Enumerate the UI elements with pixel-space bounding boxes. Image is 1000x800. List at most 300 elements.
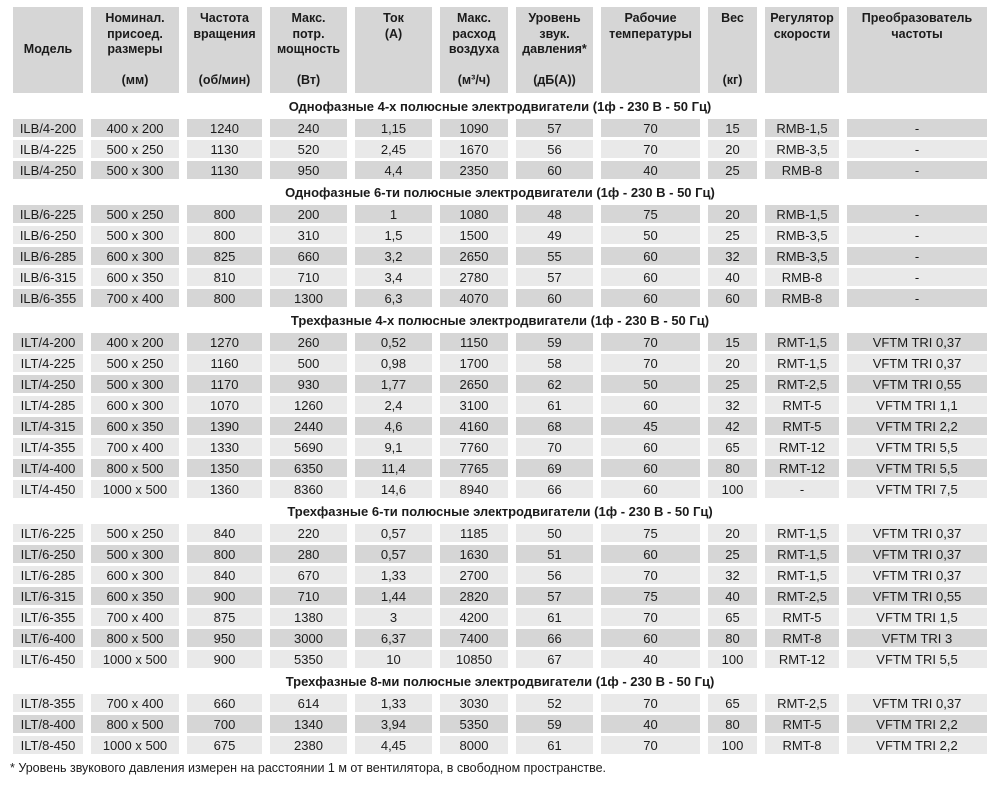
cell-max-power: 200 [270,205,347,223]
cell-weight: 100 [708,736,757,754]
col-header-model: Модель [13,7,83,93]
cell-sound-pressure: 62 [516,375,593,393]
cell-rpm: 675 [187,736,262,754]
cell-max-airflow: 1185 [440,524,508,542]
cell-current: 6,37 [355,629,432,647]
col-header-frequency-converter: Преобразователь частоты [847,7,987,93]
section-title: Трехфазные 4-х полюсные электродвигатели (1ф - 230 В - 50 Гц) [13,310,987,330]
cell-frequency-converter: - [847,268,987,286]
cell-rpm: 1130 [187,140,262,158]
cell-dimensions: 500 x 300 [91,226,179,244]
cell-weight: 100 [708,650,757,668]
cell-sound-pressure: 56 [516,140,593,158]
table-row [13,205,987,223]
cell-sound-pressure: 68 [516,417,593,435]
cell-operating-temperature: 70 [601,333,700,351]
cell-rpm: 1070 [187,396,262,414]
cell-operating-temperature: 70 [601,566,700,584]
cell-max-airflow: 2650 [440,247,508,265]
cell-frequency-converter: VFTM TRI 0,37 [847,545,987,563]
cell-weight: 25 [708,226,757,244]
col-header-operating-temperature: Рабочие температуры [601,7,700,93]
cell-sound-pressure: 70 [516,438,593,456]
cell-model: ILB/6-250 [13,226,83,244]
cell-frequency-converter: VFTM TRI 0,55 [847,375,987,393]
cell-speed-controller: RMT-5 [765,396,839,414]
cell-model: ILT/6-250 [13,545,83,563]
cell-rpm: 950 [187,629,262,647]
cell-operating-temperature: 75 [601,205,700,223]
cell-frequency-converter: VFTM TRI 1,1 [847,396,987,414]
cell-speed-controller: RMB-8 [765,161,839,179]
cell-rpm: 840 [187,566,262,584]
cell-sound-pressure: 48 [516,205,593,223]
cell-operating-temperature: 70 [601,694,700,712]
cell-current: 0,52 [355,333,432,351]
cell-max-power: 520 [270,140,347,158]
cell-max-power: 6350 [270,459,347,477]
cell-max-airflow: 3100 [440,396,508,414]
cell-rpm: 1240 [187,119,262,137]
cell-max-airflow: 1630 [440,545,508,563]
cell-rpm: 900 [187,587,262,605]
section-row [13,310,987,330]
cell-max-airflow: 1670 [440,140,508,158]
cell-current: 9,1 [355,438,432,456]
cell-sound-pressure: 59 [516,333,593,351]
cell-current: 3,4 [355,268,432,286]
cell-weight: 20 [708,205,757,223]
cell-rpm: 800 [187,545,262,563]
cell-frequency-converter: VFTM TRI 0,37 [847,354,987,372]
cell-max-power: 950 [270,161,347,179]
table-row [13,119,987,137]
cell-speed-controller: RMT-1,5 [765,566,839,584]
cell-max-airflow: 1150 [440,333,508,351]
cell-sound-pressure: 52 [516,694,593,712]
cell-speed-controller: RMB-3,5 [765,247,839,265]
cell-rpm: 800 [187,289,262,307]
cell-weight: 42 [708,417,757,435]
cell-current: 1,77 [355,375,432,393]
cell-frequency-converter: VFTM TRI 0,55 [847,587,987,605]
cell-model: ILT/8-450 [13,736,83,754]
cell-current: 0,57 [355,524,432,542]
cell-operating-temperature: 60 [601,247,700,265]
table-row [13,459,987,477]
cell-max-airflow: 7765 [440,459,508,477]
cell-frequency-converter: VFTM TRI 0,37 [847,694,987,712]
cell-current: 1,5 [355,226,432,244]
cell-max-power: 3000 [270,629,347,647]
cell-weight: 65 [708,438,757,456]
cell-speed-controller: RMT-12 [765,459,839,477]
cell-weight: 32 [708,396,757,414]
cell-operating-temperature: 60 [601,480,700,498]
cell-frequency-converter: - [847,247,987,265]
cell-rpm: 1360 [187,480,262,498]
table-row [13,736,987,754]
table-row [13,608,987,626]
cell-speed-controller: RMB-3,5 [765,226,839,244]
cell-model: ILT/4-225 [13,354,83,372]
cell-max-airflow: 2820 [440,587,508,605]
cell-max-airflow: 1500 [440,226,508,244]
table-row [13,587,987,605]
cell-frequency-converter: VFTM TRI 0,37 [847,524,987,542]
cell-current: 2,4 [355,396,432,414]
cell-sound-pressure: 57 [516,119,593,137]
table-row [13,354,987,372]
cell-max-airflow: 7760 [440,438,508,456]
cell-speed-controller: RMT-5 [765,417,839,435]
cell-max-power: 500 [270,354,347,372]
cell-current: 1,33 [355,694,432,712]
table-row [13,650,987,668]
cell-weight: 15 [708,119,757,137]
cell-operating-temperature: 75 [601,587,700,605]
cell-max-airflow: 4160 [440,417,508,435]
cell-operating-temperature: 60 [601,629,700,647]
cell-sound-pressure: 60 [516,289,593,307]
cell-weight: 40 [708,587,757,605]
cell-max-power: 1260 [270,396,347,414]
cell-model: ILB/4-225 [13,140,83,158]
table-row [13,375,987,393]
cell-max-power: 240 [270,119,347,137]
table-row [13,247,987,265]
cell-model: ILT/6-225 [13,524,83,542]
cell-dimensions: 700 x 400 [91,289,179,307]
cell-max-power: 5350 [270,650,347,668]
cell-weight: 80 [708,629,757,647]
cell-rpm: 1130 [187,161,262,179]
cell-sound-pressure: 58 [516,354,593,372]
cell-dimensions: 500 x 250 [91,524,179,542]
cell-speed-controller: RMT-8 [765,736,839,754]
cell-speed-controller: RMT-1,5 [765,333,839,351]
cell-model: ILT/4-200 [13,333,83,351]
cell-speed-controller: RMT-5 [765,715,839,733]
cell-weight: 65 [708,608,757,626]
cell-weight: 15 [708,333,757,351]
table-row [13,140,987,158]
cell-sound-pressure: 69 [516,459,593,477]
cell-rpm: 660 [187,694,262,712]
cell-operating-temperature: 40 [601,715,700,733]
cell-current: 11,4 [355,459,432,477]
cell-operating-temperature: 50 [601,375,700,393]
cell-weight: 80 [708,459,757,477]
cell-weight: 25 [708,545,757,563]
cell-weight: 25 [708,161,757,179]
cell-current: 14,6 [355,480,432,498]
cell-operating-temperature: 70 [601,354,700,372]
cell-current: 1 [355,205,432,223]
cell-max-power: 260 [270,333,347,351]
cell-dimensions: 600 x 350 [91,268,179,286]
cell-sound-pressure: 66 [516,480,593,498]
cell-sound-pressure: 59 [516,715,593,733]
table-row [13,629,987,647]
cell-dimensions: 1000 x 500 [91,650,179,668]
cell-dimensions: 500 x 300 [91,545,179,563]
cell-rpm: 700 [187,715,262,733]
cell-dimensions: 500 x 250 [91,354,179,372]
cell-speed-controller: RMT-1,5 [765,524,839,542]
cell-sound-pressure: 57 [516,587,593,605]
cell-sound-pressure: 61 [516,396,593,414]
cell-rpm: 800 [187,226,262,244]
cell-model: ILT/8-355 [13,694,83,712]
section-row [13,671,987,691]
cell-dimensions: 400 x 200 [91,333,179,351]
table-row [13,226,987,244]
cell-max-airflow: 10850 [440,650,508,668]
table-row [13,268,987,286]
cell-model: ILT/6-400 [13,629,83,647]
cell-frequency-converter: - [847,119,987,137]
cell-rpm: 875 [187,608,262,626]
cell-model: ILT/4-285 [13,396,83,414]
section-title: Однофазные 6-ти полюсные электродвигатели (1ф - 230 В - 50 Гц) [13,182,987,202]
table-row [13,333,987,351]
cell-model: ILT/6-450 [13,650,83,668]
cell-frequency-converter: - [847,140,987,158]
cell-current: 0,98 [355,354,432,372]
cell-speed-controller: RMB-1,5 [765,205,839,223]
cell-model: ILT/4-450 [13,480,83,498]
cell-max-airflow: 2350 [440,161,508,179]
section-row [13,501,987,521]
fan-spec-table [5,4,995,757]
cell-operating-temperature: 40 [601,161,700,179]
section-row [13,96,987,116]
cell-rpm: 840 [187,524,262,542]
cell-dimensions: 600 x 350 [91,417,179,435]
cell-dimensions: 500 x 300 [91,375,179,393]
cell-max-airflow: 8000 [440,736,508,754]
table-row [13,694,987,712]
cell-dimensions: 600 x 300 [91,566,179,584]
cell-dimensions: 600 x 300 [91,247,179,265]
cell-max-power: 2380 [270,736,347,754]
cell-model: ILB/4-200 [13,119,83,137]
cell-max-power: 660 [270,247,347,265]
cell-frequency-converter: VFTM TRI 1,5 [847,608,987,626]
cell-max-power: 670 [270,566,347,584]
cell-frequency-converter: - [847,205,987,223]
header-row [13,7,987,93]
cell-operating-temperature: 70 [601,608,700,626]
section-title: Трехфазные 8-ми полюсные электродвигатели (1ф - 230 В - 50 Гц) [13,671,987,691]
cell-speed-controller: RMT-12 [765,438,839,456]
col-header-sound-pressure: Уровень звук. давления* (дБ(А)) [516,7,593,93]
cell-current: 1,44 [355,587,432,605]
cell-current: 3,2 [355,247,432,265]
cell-sound-pressure: 67 [516,650,593,668]
table-row [13,417,987,435]
cell-max-airflow: 7400 [440,629,508,647]
cell-rpm: 1330 [187,438,262,456]
cell-operating-temperature: 50 [601,226,700,244]
col-header-rpm: Частота вращения (об/мин) [187,7,262,93]
cell-dimensions: 500 x 250 [91,140,179,158]
cell-operating-temperature: 60 [601,268,700,286]
cell-sound-pressure: 57 [516,268,593,286]
cell-current: 10 [355,650,432,668]
cell-max-power: 614 [270,694,347,712]
cell-speed-controller: RMT-12 [765,650,839,668]
cell-dimensions: 800 x 500 [91,629,179,647]
cell-max-airflow: 1700 [440,354,508,372]
cell-frequency-converter: - [847,161,987,179]
cell-model: ILT/4-250 [13,375,83,393]
cell-frequency-converter: VFTM TRI 3 [847,629,987,647]
cell-max-airflow: 2650 [440,375,508,393]
cell-rpm: 1390 [187,417,262,435]
cell-weight: 20 [708,140,757,158]
cell-operating-temperature: 60 [601,459,700,477]
cell-max-airflow: 8940 [440,480,508,498]
cell-dimensions: 700 x 400 [91,694,179,712]
col-header-max-airflow: Макс. расход воздуха (м³/ч) [440,7,508,93]
cell-sound-pressure: 66 [516,629,593,647]
cell-max-power: 2440 [270,417,347,435]
cell-speed-controller: RMT-2,5 [765,375,839,393]
cell-sound-pressure: 61 [516,736,593,754]
cell-operating-temperature: 70 [601,736,700,754]
cell-operating-temperature: 40 [601,650,700,668]
cell-frequency-converter: VFTM TRI 2,2 [847,736,987,754]
cell-max-airflow: 2700 [440,566,508,584]
cell-dimensions: 500 x 300 [91,161,179,179]
cell-speed-controller: - [765,480,839,498]
section-title: Трехфазные 6-ти полюсные электродвигатели (1ф - 230 В - 50 Гц) [13,501,987,521]
cell-weight: 60 [708,289,757,307]
cell-weight: 32 [708,247,757,265]
cell-operating-temperature: 60 [601,438,700,456]
cell-speed-controller: RMB-8 [765,268,839,286]
cell-max-power: 1340 [270,715,347,733]
cell-current: 4,6 [355,417,432,435]
cell-weight: 100 [708,480,757,498]
cell-speed-controller: RMT-8 [765,629,839,647]
cell-speed-controller: RMT-1,5 [765,545,839,563]
cell-current: 0,57 [355,545,432,563]
cell-model: ILT/8-400 [13,715,83,733]
table-row [13,396,987,414]
table-row [13,289,987,307]
cell-speed-controller: RMT-1,5 [765,354,839,372]
cell-sound-pressure: 49 [516,226,593,244]
table-row [13,480,987,498]
cell-rpm: 1350 [187,459,262,477]
cell-rpm: 810 [187,268,262,286]
cell-max-airflow: 4200 [440,608,508,626]
cell-weight: 32 [708,566,757,584]
cell-operating-temperature: 75 [601,524,700,542]
table-row [13,438,987,456]
cell-max-power: 1380 [270,608,347,626]
cell-speed-controller: RMB-3,5 [765,140,839,158]
cell-dimensions: 700 x 400 [91,608,179,626]
col-header-max-power: Макс. потр. мощность (Вт) [270,7,347,93]
cell-frequency-converter: VFTM TRI 0,37 [847,566,987,584]
cell-rpm: 1270 [187,333,262,351]
cell-model: ILB/4-250 [13,161,83,179]
cell-frequency-converter: VFTM TRI 5,5 [847,650,987,668]
cell-model: ILB/6-225 [13,205,83,223]
cell-dimensions: 800 x 500 [91,715,179,733]
cell-current: 3,94 [355,715,432,733]
cell-max-airflow: 1080 [440,205,508,223]
col-header-current: Ток (А) [355,7,432,93]
cell-model: ILT/6-315 [13,587,83,605]
cell-weight: 65 [708,694,757,712]
cell-current: 1,33 [355,566,432,584]
cell-rpm: 1160 [187,354,262,372]
cell-sound-pressure: 61 [516,608,593,626]
cell-weight: 25 [708,375,757,393]
cell-frequency-converter: VFTM TRI 7,5 [847,480,987,498]
table-row [13,524,987,542]
cell-sound-pressure: 50 [516,524,593,542]
cell-frequency-converter: - [847,226,987,244]
cell-rpm: 800 [187,205,262,223]
cell-frequency-converter: VFTM TRI 5,5 [847,459,987,477]
cell-dimensions: 600 x 300 [91,396,179,414]
cell-frequency-converter: - [847,289,987,307]
table-body [13,96,987,754]
cell-max-power: 1300 [270,289,347,307]
cell-dimensions: 1000 x 500 [91,480,179,498]
sound-pressure-footnote: * Уровень звукового давления измерен на расстоянии 1 м от вентилятора, в свободном пространстве. [10,761,607,775]
cell-dimensions: 1000 x 500 [91,736,179,754]
cell-max-airflow: 1090 [440,119,508,137]
cell-sound-pressure: 55 [516,247,593,265]
table-row [13,715,987,733]
cell-operating-temperature: 70 [601,119,700,137]
cell-model: ILT/6-285 [13,566,83,584]
cell-current: 2,45 [355,140,432,158]
cell-dimensions: 500 x 250 [91,205,179,223]
cell-max-power: 930 [270,375,347,393]
cell-current: 4,4 [355,161,432,179]
cell-dimensions: 600 x 350 [91,587,179,605]
cell-frequency-converter: VFTM TRI 0,37 [847,333,987,351]
cell-max-power: 5690 [270,438,347,456]
cell-speed-controller: RMB-1,5 [765,119,839,137]
cell-rpm: 900 [187,650,262,668]
cell-dimensions: 700 x 400 [91,438,179,456]
cell-operating-temperature: 70 [601,140,700,158]
cell-weight: 20 [708,354,757,372]
cell-speed-controller: RMT-5 [765,608,839,626]
section-row [13,182,987,202]
cell-frequency-converter: VFTM TRI 2,2 [847,715,987,733]
cell-frequency-converter: VFTM TRI 2,2 [847,417,987,435]
cell-current: 1,15 [355,119,432,137]
cell-rpm: 825 [187,247,262,265]
col-header-dimensions: Номинал. присоед. размеры (мм) [91,7,179,93]
cell-operating-temperature: 60 [601,289,700,307]
table-row [13,566,987,584]
cell-max-power: 8360 [270,480,347,498]
cell-max-power: 710 [270,587,347,605]
section-title: Однофазные 4-х полюсные электродвигатели (1ф - 230 В - 50 Гц) [13,96,987,116]
col-header-speed-controller: Регулятор скорости [765,7,839,93]
